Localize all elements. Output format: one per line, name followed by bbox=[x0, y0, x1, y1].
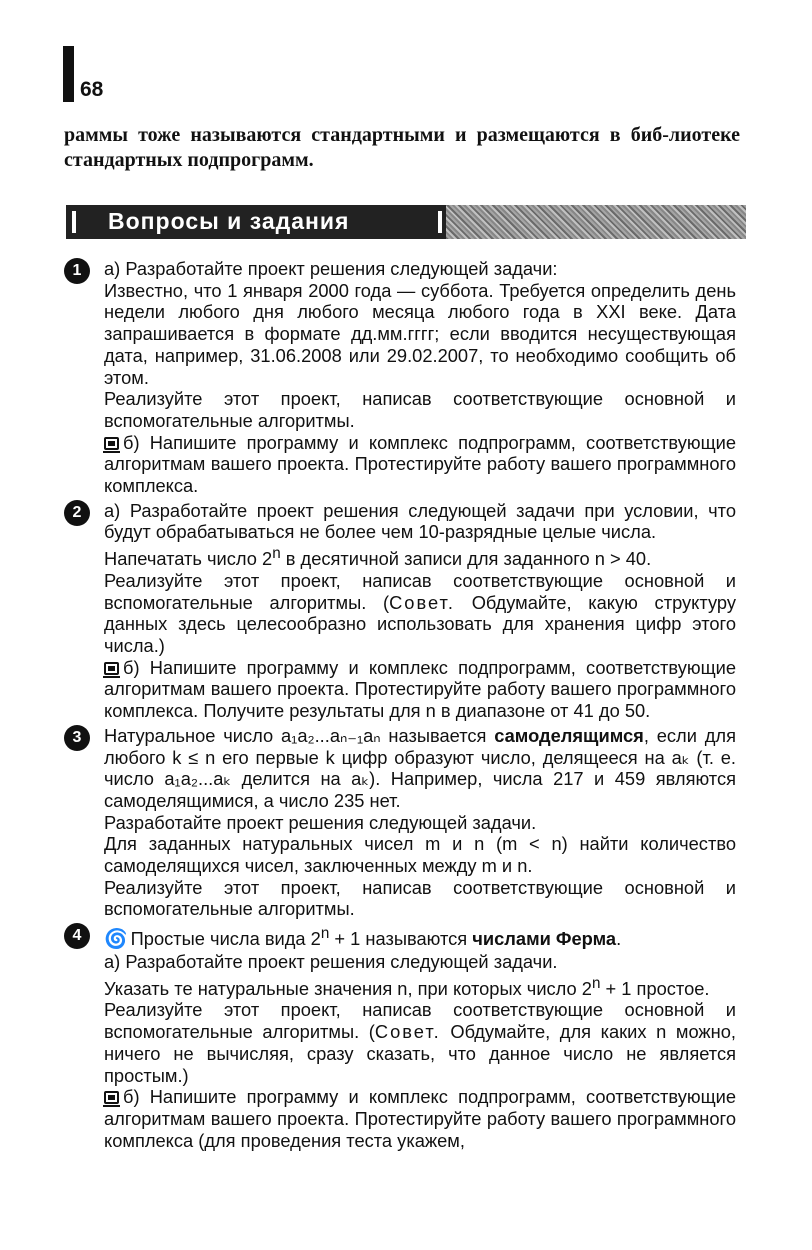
task-definition: Натуральное число a₁a₂...aₙ₋₁aₙ называется самоделящимся, если для любого k ≤ n его первые k цифр образуют число, делящееся на aₖ (т. е. число a₁a₂...aₖ делится на aₖ). Например, числа 217 и 459 являются самоделящимися, а число 235 нет. bbox=[104, 724, 736, 811]
page-number-bar bbox=[63, 46, 74, 102]
task-1 bbox=[72, 258, 736, 497]
task-number: 4 bbox=[64, 923, 90, 949]
task-problem: Напечатать число 2$^n$ в десятичной записи для заданного n > 40. bbox=[104, 545, 652, 570]
banner-pattern bbox=[446, 205, 746, 239]
task-implement: Реализуйте этот проект, написав соответствующие основной и вспомогательные алгоритмы. (Совет. Обдумайте, для каких n можно, ничего не вычисляя, сразу сказать, что данное число не является простым.) bbox=[104, 999, 736, 1086]
task-develop: Разработайте проект решения следующей задачи. bbox=[104, 811, 537, 833]
task-implement: Реализуйте этот проект, написав соответствующие основной и вспомогательные алгоритмы. bbox=[104, 876, 736, 920]
spiral-icon: 🌀 bbox=[104, 929, 128, 951]
task-part-b: б) Напишите программу и комплекс подпрограмм, соответствующие алгоритмам вашего проекта. Протестируйте работу вашего программного комплекса (для проведения теста укажем, bbox=[104, 1086, 736, 1151]
computer-icon bbox=[104, 662, 119, 675]
task-implement: Реализуйте этот проект, написав соответствующие основной и вспомогательные алгоритмы. (Совет. Обдумайте, какую структуру данных здесь целесообразно использовать для хранения цифр этого числа.) bbox=[104, 569, 736, 657]
banner-mark-right bbox=[438, 211, 442, 233]
task-3 bbox=[72, 724, 736, 920]
task-part-b: б) Напишите программу и комплекс подпрограмм, соответствующие алгоритмам вашего проекта. Протестируйте работу вашего программного комплекса. bbox=[104, 431, 736, 497]
task-part-a: а) Разработайте проект решения следующей задачи: bbox=[104, 258, 558, 279]
intro-paragraph: раммы тоже называются стандартными и размещаются в биб-лиотеке стандартных подпрограмм. bbox=[64, 124, 740, 171]
task-problem: Известно, что 1 января 2000 года — суббота. Требуется определить день недели любого дня любого месяца любого года в XXI веке. Дата запрашивается в формате дд.мм.гггг; если вводится несуществующая дата, например, 31.06.2008 или 29.02.2007, то необходимо сообщить об этом. bbox=[104, 279, 736, 388]
task-problem: Указать те натуральные значения n, при которых число $2^n + 1$ простое. bbox=[104, 974, 710, 999]
banner-mark-left bbox=[72, 211, 76, 233]
task-part-a: а) Разработайте проект решения следующей задачи при условии, что будут обрабатываться не более чем 10-разрядные целые числа. bbox=[104, 499, 736, 543]
task-problem: Для заданных натуральных чисел m и n (m < n) найти количество самоделящихся чисел, заключенных между m и n. bbox=[104, 833, 736, 877]
computer-icon bbox=[104, 437, 119, 450]
section-title: Вопросы и задания bbox=[108, 208, 350, 234]
task-4 bbox=[72, 923, 736, 1151]
task-implement: Реализуйте этот проект, написав соответствующие основной и вспомогательные алгоритмы. bbox=[104, 388, 736, 431]
task-part-b: б) Напишите программу и комплекс подпрограмм, соответствующие алгоритмам вашего проекта. Протестируйте работу вашего программного комплекса. Получите результаты для n в диапазоне от 41 до 50. bbox=[104, 656, 736, 722]
section-banner bbox=[66, 205, 746, 239]
task-2 bbox=[72, 499, 736, 722]
page-number: 68 bbox=[80, 78, 104, 101]
task-part-a: а) Разработайте проект решения следующей задачи. bbox=[104, 950, 558, 972]
task-number: 3 bbox=[64, 725, 90, 751]
task-intro: 🌀 Простые числа вида $2^n + 1$ называются числами Ферма. bbox=[104, 925, 622, 951]
task-number: 2 bbox=[64, 500, 90, 526]
tasks-list bbox=[72, 258, 736, 1154]
computer-icon bbox=[104, 1091, 119, 1104]
task-number: 1 bbox=[64, 258, 90, 284]
